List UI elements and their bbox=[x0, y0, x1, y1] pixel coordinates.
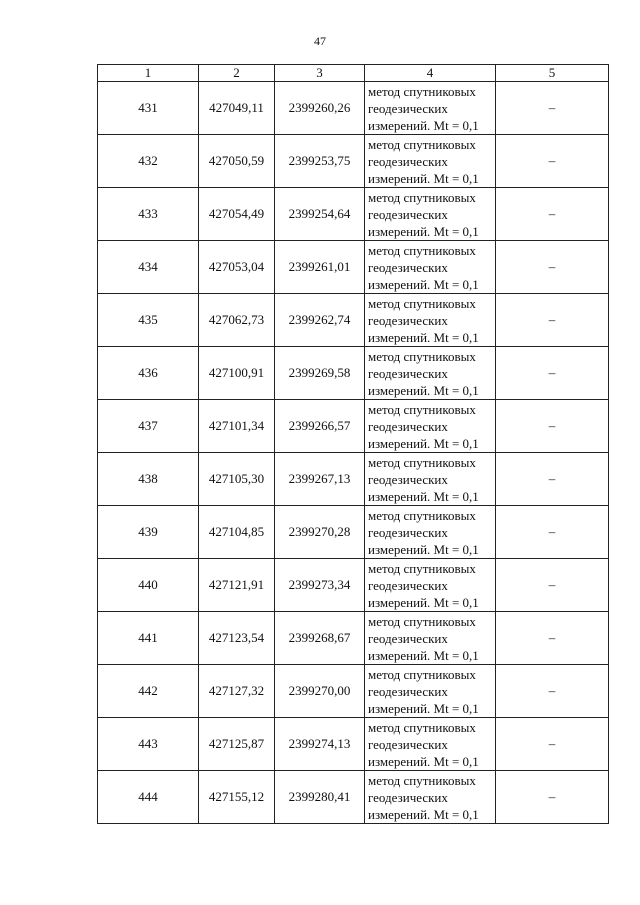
method-line: метод спутниковых bbox=[368, 454, 476, 470]
method-cell bbox=[365, 347, 496, 400]
point-number-cell: 437 bbox=[98, 400, 199, 453]
note-cell bbox=[496, 347, 609, 400]
method-line: геодезических bbox=[368, 524, 448, 540]
note-dash: – bbox=[548, 365, 556, 380]
method-line: измерений. Mt = 0,1 bbox=[368, 700, 479, 716]
point-number-cell: 441 bbox=[98, 612, 199, 665]
note-dash: – bbox=[548, 418, 556, 433]
method-line: метод спутниковых bbox=[368, 560, 476, 576]
method-line: измерений. Mt = 0,1 bbox=[368, 647, 479, 663]
method-line: метод спутниковых bbox=[368, 136, 476, 152]
method-cell bbox=[365, 718, 496, 771]
x-coordinate-cell: 427100,91 bbox=[199, 347, 275, 400]
y-coordinate-cell: 2399280,41 bbox=[275, 771, 365, 824]
table-row bbox=[98, 771, 609, 824]
note-cell bbox=[496, 718, 609, 771]
note-cell bbox=[496, 241, 609, 294]
header-col-3: 3 bbox=[275, 65, 365, 82]
method-line: измерений. Mt = 0,1 bbox=[368, 276, 479, 292]
x-coordinate-cell: 427125,87 bbox=[199, 718, 275, 771]
x-coordinate-cell: 427050,59 bbox=[199, 135, 275, 188]
x-coordinate-cell: 427155,12 bbox=[199, 771, 275, 824]
method-line: метод спутниковых bbox=[368, 719, 476, 735]
y-coordinate-cell: 2399267,13 bbox=[275, 453, 365, 506]
method-line: метод спутниковых bbox=[368, 348, 476, 364]
method-line: измерений. Mt = 0,1 bbox=[368, 223, 479, 239]
table-row bbox=[98, 612, 609, 665]
method-line: измерений. Mt = 0,1 bbox=[368, 170, 479, 186]
header-col-4: 4 bbox=[365, 65, 496, 82]
table-row bbox=[98, 453, 609, 506]
y-coordinate-cell: 2399270,28 bbox=[275, 506, 365, 559]
note-cell bbox=[496, 559, 609, 612]
method-line: геодезических bbox=[368, 577, 448, 593]
note-dash: – bbox=[548, 259, 556, 274]
point-number-cell: 436 bbox=[98, 347, 199, 400]
header-row bbox=[98, 65, 609, 82]
x-coordinate-cell: 427053,04 bbox=[199, 241, 275, 294]
method-line: геодезических bbox=[368, 471, 448, 487]
table-row bbox=[98, 347, 609, 400]
note-cell bbox=[496, 135, 609, 188]
method-cell bbox=[365, 612, 496, 665]
note-cell bbox=[496, 665, 609, 718]
method-cell bbox=[365, 400, 496, 453]
method-line: геодезических bbox=[368, 365, 448, 381]
y-coordinate-cell: 2399270,00 bbox=[275, 665, 365, 718]
point-number-cell: 438 bbox=[98, 453, 199, 506]
method-line: геодезических bbox=[368, 206, 448, 222]
method-line: метод спутниковых bbox=[368, 666, 476, 682]
note-dash: – bbox=[548, 683, 556, 698]
note-cell bbox=[496, 82, 609, 135]
x-coordinate-cell: 427105,30 bbox=[199, 453, 275, 506]
method-line: метод спутниковых bbox=[368, 83, 476, 99]
note-dash: – bbox=[548, 153, 556, 168]
y-coordinate-cell: 2399262,74 bbox=[275, 294, 365, 347]
y-coordinate-cell: 2399261,01 bbox=[275, 241, 365, 294]
y-coordinate-cell: 2399274,13 bbox=[275, 718, 365, 771]
point-number-cell: 443 bbox=[98, 718, 199, 771]
note-cell bbox=[496, 453, 609, 506]
method-line: метод спутниковых bbox=[368, 242, 476, 258]
note-dash: – bbox=[548, 630, 556, 645]
table-row bbox=[98, 718, 609, 771]
table-header bbox=[98, 65, 609, 82]
table-row bbox=[98, 559, 609, 612]
header-col-2: 2 bbox=[199, 65, 275, 82]
method-line: геодезических bbox=[368, 418, 448, 434]
note-cell bbox=[496, 400, 609, 453]
method-line: геодезических bbox=[368, 630, 448, 646]
table-row bbox=[98, 506, 609, 559]
point-number-cell: 439 bbox=[98, 506, 199, 559]
x-coordinate-cell: 427121,91 bbox=[199, 559, 275, 612]
note-cell bbox=[496, 506, 609, 559]
table-row bbox=[98, 294, 609, 347]
note-dash: – bbox=[548, 577, 556, 592]
table-body bbox=[98, 82, 609, 824]
x-coordinate-cell: 427062,73 bbox=[199, 294, 275, 347]
note-dash: – bbox=[548, 471, 556, 486]
method-line: измерений. Mt = 0,1 bbox=[368, 594, 479, 610]
method-line: метод спутниковых bbox=[368, 507, 476, 523]
note-dash: – bbox=[548, 312, 556, 327]
note-dash: – bbox=[548, 736, 556, 751]
method-line: измерений. Mt = 0,1 bbox=[368, 806, 479, 822]
note-cell bbox=[496, 612, 609, 665]
x-coordinate-cell: 427054,49 bbox=[199, 188, 275, 241]
note-dash: – bbox=[548, 524, 556, 539]
header-col-5: 5 bbox=[496, 65, 609, 82]
method-line: геодезических bbox=[368, 153, 448, 169]
method-line: измерений. Mt = 0,1 bbox=[368, 753, 479, 769]
note-dash: – bbox=[548, 789, 556, 804]
x-coordinate-cell: 427049,11 bbox=[199, 82, 275, 135]
point-number-cell: 432 bbox=[98, 135, 199, 188]
method-line: геодезических bbox=[368, 312, 448, 328]
table-row bbox=[98, 188, 609, 241]
method-line: геодезических bbox=[368, 100, 448, 116]
method-line: метод спутниковых bbox=[368, 613, 476, 629]
note-cell bbox=[496, 771, 609, 824]
y-coordinate-cell: 2399266,57 bbox=[275, 400, 365, 453]
x-coordinate-cell: 427123,54 bbox=[199, 612, 275, 665]
table-row bbox=[98, 241, 609, 294]
method-cell bbox=[365, 771, 496, 824]
method-line: геодезических bbox=[368, 789, 448, 805]
table-row bbox=[98, 82, 609, 135]
method-line: измерений. Mt = 0,1 bbox=[368, 541, 479, 557]
method-line: геодезических bbox=[368, 683, 448, 699]
point-number-cell: 442 bbox=[98, 665, 199, 718]
y-coordinate-cell: 2399254,64 bbox=[275, 188, 365, 241]
y-coordinate-cell: 2399268,67 bbox=[275, 612, 365, 665]
method-line: измерений. Mt = 0,1 bbox=[368, 488, 479, 504]
note-cell bbox=[496, 294, 609, 347]
point-number-cell: 440 bbox=[98, 559, 199, 612]
method-line: измерений. Mt = 0,1 bbox=[368, 382, 479, 398]
y-coordinate-cell: 2399269,58 bbox=[275, 347, 365, 400]
point-number-cell: 435 bbox=[98, 294, 199, 347]
table-row bbox=[98, 135, 609, 188]
method-cell bbox=[365, 294, 496, 347]
method-line: измерений. Mt = 0,1 bbox=[368, 117, 479, 133]
method-cell bbox=[365, 559, 496, 612]
x-coordinate-cell: 427101,34 bbox=[199, 400, 275, 453]
y-coordinate-cell: 2399253,75 bbox=[275, 135, 365, 188]
table-row bbox=[98, 400, 609, 453]
method-line: метод спутниковых bbox=[368, 401, 476, 417]
method-cell bbox=[365, 665, 496, 718]
method-cell bbox=[365, 241, 496, 294]
point-number-cell: 434 bbox=[98, 241, 199, 294]
method-line: геодезических bbox=[368, 736, 448, 752]
y-coordinate-cell: 2399273,34 bbox=[275, 559, 365, 612]
point-number-cell: 444 bbox=[98, 771, 199, 824]
method-cell bbox=[365, 453, 496, 506]
method-line: геодезических bbox=[368, 259, 448, 275]
method-line: измерений. Mt = 0,1 bbox=[368, 329, 479, 345]
method-line: измерений. Mt = 0,1 bbox=[368, 435, 479, 451]
method-cell bbox=[365, 506, 496, 559]
note-dash: – bbox=[548, 100, 556, 115]
method-cell bbox=[365, 188, 496, 241]
method-line: метод спутниковых bbox=[368, 189, 476, 205]
method-cell bbox=[365, 82, 496, 135]
header-col-1: 1 bbox=[98, 65, 199, 82]
note-dash: – bbox=[548, 206, 556, 221]
page-number: 47 bbox=[314, 34, 326, 48]
x-coordinate-cell: 427127,32 bbox=[199, 665, 275, 718]
note-cell bbox=[496, 188, 609, 241]
x-coordinate-cell: 427104,85 bbox=[199, 506, 275, 559]
table-row bbox=[98, 665, 609, 718]
method-cell bbox=[365, 135, 496, 188]
point-number-cell: 431 bbox=[98, 82, 199, 135]
method-line: метод спутниковых bbox=[368, 295, 476, 311]
method-line: метод спутниковых bbox=[368, 772, 476, 788]
y-coordinate-cell: 2399260,26 bbox=[275, 82, 365, 135]
point-number-cell: 433 bbox=[98, 188, 199, 241]
coordinates-table bbox=[97, 64, 609, 824]
